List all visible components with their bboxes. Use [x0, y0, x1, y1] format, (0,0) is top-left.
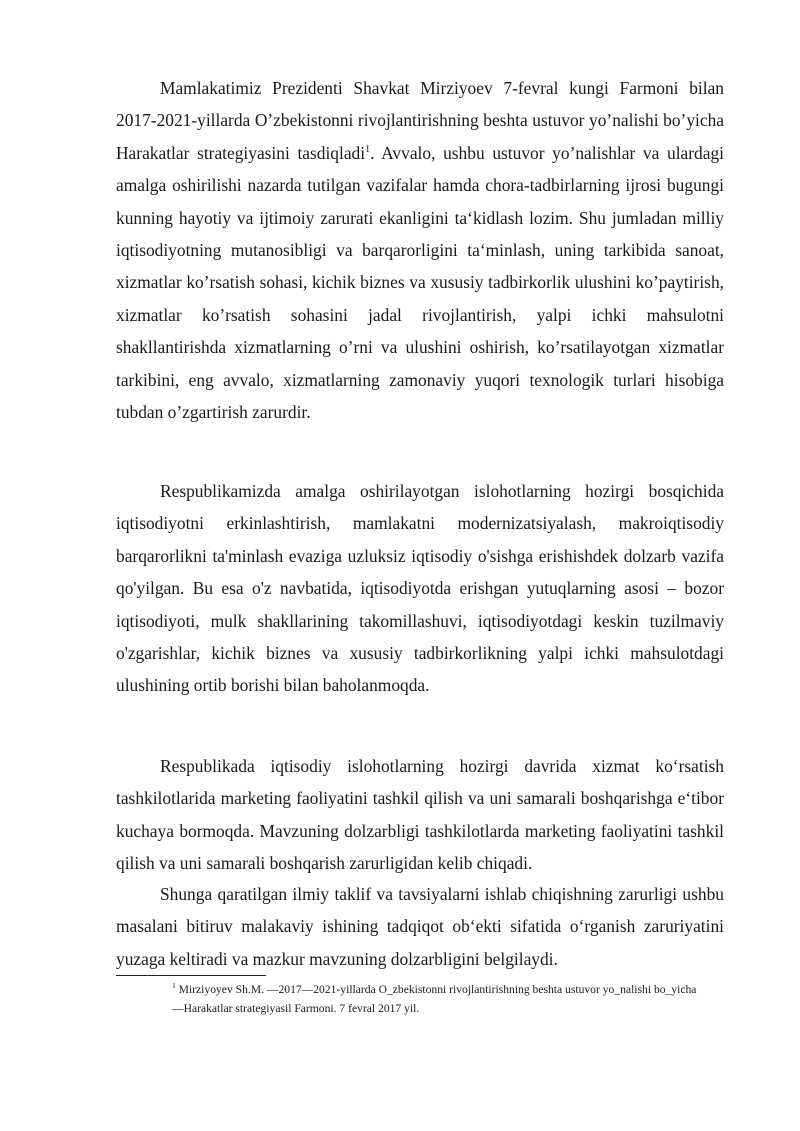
paragraph-relevance: Shunga qaratilgan ilmiy taklif va tavsiyalarni ishlab chiqishning zarurligi ushbu masalani bitiruv malakaviy ishining tadqiqot ob‘ekti sifatida o‘rganish zaruriyatini yuzaga keltiradi va mazkur mavzuning dolzarbligini belgilaydi.	[116, 884, 724, 969]
footnote-marker: 1	[172, 981, 176, 991]
footnote-text: Mirziyoyev Sh.M. ―2017―2021-yillarda O_zbekistonni rivojlantirishning beshta ustuvor yo_nalishi bo_yicha ―Harakatlar strategiyasil Farmoni. 7 fevral 2017 yil.	[172, 983, 697, 1015]
paragraph-strategy-text-before: Mamlakatimiz Prezidenti Shavkat Mirziyoev 7-fevral kungi Farmoni bilan 2017-2021-yillarda O’zbekistonni rivojlantirishning beshta ustuvor yo’nalishi bo’yicha Harakatlar strategiyasini tasdiqladi	[116, 78, 724, 163]
paragraph-strategy-text-after: . Avvalo, ushbu ustuvor yo’nalishlar va ulardagi amalga oshirilishi nazarda tutilgan vazifalar hamda chora-tadbirlarning ijrosi bugungi kunning hayotiy va ijtimoiy zarurati ekanligini ta‘kidlash lozim. Shu jumladan milliy iqtisodiyotning mutanosibligi va barqarorligini ta‘minlash, uning tarkibida sanoat, xizmatlar ko’rsatish sohasi, kichik biznes va xususiy tadbirkorlik ulushini ko’paytirish, xizmatlar ko’rsatish sohasini jadal rivojlantirish, yalpi ichki mahsulotni shakllantirishda xizmatlarning o’rni va ulushini oshirish, ko’rsatilayotgan xizmatlar tarkibini, eng avvalo, xizmatlarning zamonaviy yuqori texnologik turlari hisobiga tubdan o’zgartirish zarurdir.	[116, 142, 724, 423]
footnote-reference: 1	[365, 144, 371, 156]
paragraph-reforms: Respublikamizda amalga oshirilayotgan islohotlarning hozirgi bosqichida iqtisodiyotni erkinlashtirish, mamlakatni modernizatsiyalash, makroiqtisodiy barqarorlikni ta'minlash evaziga uzluksiz iqtisodiy o'sishga erishishdek dolzarb vazifa qo'yilgan. Bu esa o'z navbatida, iqtisodiyotda erishgan yutuqlarning asosi – bozor iqtisodiyoti, mulk shakllarining takomillashuvi, iqtisodiyotdagi keskin tuzilmaviy o'zgarishlar, kichik biznes va xususiy tadbirkorlikning yalpi ichki mahsulotdagi ulushining ortib borishi bilan baholanmoqda.	[116, 481, 724, 696]
footnote	[172, 981, 724, 1018]
paragraph-marketing: Respublikada iqtisodiy islohotlarning hozirgi davrida xizmat ko‘rsatish tashkilotlarida marketing faoliyatini tashkil qilish va uni samarali boshqarishga e‘tibor kuchaya bormoqda. Mavzuning dolzarbligi tashkilotlarda marketing faoliyatini tashkil qilish va uni samarali boshqarish zarurligidan kelib chiqadi.	[116, 756, 724, 874]
paragraph-strategy	[116, 72, 724, 428]
footnote-separator	[116, 975, 266, 976]
